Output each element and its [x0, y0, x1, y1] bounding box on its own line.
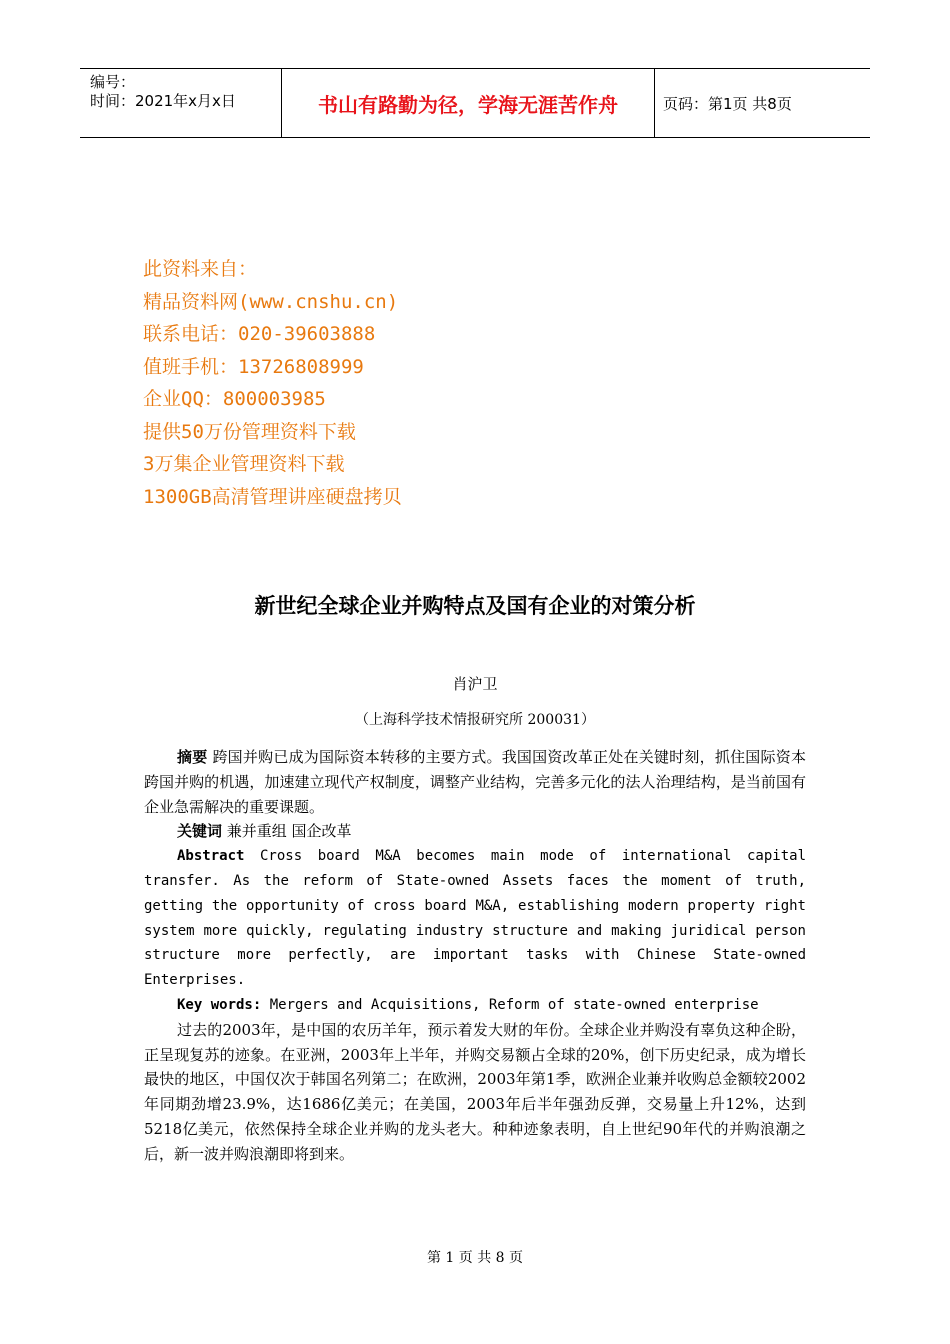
article-title: 新世纪全球企业并购特点及国有企业的对策分析 — [254, 594, 696, 618]
promo-line: 联系电话：020-39603888 — [143, 323, 376, 345]
keywords-cn-text: 兼并重组 国企改革 — [222, 822, 352, 841]
article-body — [144, 745, 806, 1167]
document-number-label: 编号： — [90, 73, 136, 91]
promo-line: 1300GB高清管理讲座硬盘拷贝 — [143, 485, 402, 508]
header-page-label: 页码：第1页 共8页 — [663, 94, 792, 113]
body-paragraph: 过去的2003年，是中国的农历羊年，预示着发大财的年份。全球企业并购没有辜负这种企盼，正呈现复苏的迹象。在亚洲，2003年上半年，并购交易额占全球的20%，创下历史纪录，成为增长最快的地区，中国仅次于韩国名列第二；在欧洲，2003年第1季，欧洲企业兼并收购总金额较2002年同期劲增23.9%，达1686亿美元；在美国，2003年后半年强劲反弹，交易量上升12%，达到5218亿美元，依然保持全球企业并购的龙头老大。种种迹象表明，自上世纪90年代的并购浪潮之后，新一波并购浪潮即将到来。 — [144, 1020, 806, 1163]
promo-block — [143, 253, 402, 513]
keywords-en-text: Mergers and Acquisitions, Reform of state-owned enterprise — [261, 996, 759, 1013]
article-author: 肖沪卫 — [452, 675, 498, 693]
promo-line: 值班手机：13726808999 — [143, 355, 364, 378]
header-motto-cell — [282, 69, 655, 137]
keywords-cn-label: 关键词 — [177, 822, 223, 841]
keywords-en-label: Key words: — [177, 996, 262, 1013]
promo-line: 企业QQ：800003985 — [143, 388, 326, 410]
header-motto: 书山有路勤为径，学海无涯苦作舟 — [318, 92, 618, 117]
promo-line: 3万集企业管理资料下载 — [143, 453, 345, 475]
promo-line: 此资料来自： — [143, 258, 258, 280]
header-page-cell — [655, 69, 870, 137]
header-table — [80, 68, 870, 138]
article-affiliation: （上海科学技术情报研究所 200031） — [355, 712, 595, 728]
keywords-en — [144, 993, 806, 1018]
abstract-cn — [144, 745, 806, 819]
abstract-en-text: Cross board M&A becomes main mode of international capital transfer. As the reform of State-owned Assets faces the moment of truth, getting the opportunity of cross board M&A, establishing modern property right system more quickly, regulating industry structure and making juridical person structure more perfectly, are important tasks with Chinese State-owned Enterprises. — [144, 848, 806, 989]
document-time-label: 时间：2021年x月x日 — [90, 92, 236, 110]
abstract-cn-text: 跨国并购已成为国际资本转移的主要方式。我国国资改革正处在关键时刻，抓住国际资本跨国并购的机遇，加速建立现代产权制度，调整产业结构，完善多元化的法人治理结构，是当前国有企业急需解决的重要课题。 — [144, 748, 806, 816]
abstract-en-label: Abstract — [177, 848, 245, 865]
abstract-en — [144, 844, 806, 993]
header-meta-cell — [80, 69, 282, 137]
abstract-cn-label: 摘要 — [177, 748, 208, 766]
keywords-cn — [144, 819, 806, 844]
page-footer: 第 1 页 共 8 页 — [426, 1250, 524, 1266]
promo-line: 精品资料网(www.cnshu.cn) — [143, 290, 399, 313]
promo-line: 提供50万份管理资料下载 — [143, 420, 356, 443]
